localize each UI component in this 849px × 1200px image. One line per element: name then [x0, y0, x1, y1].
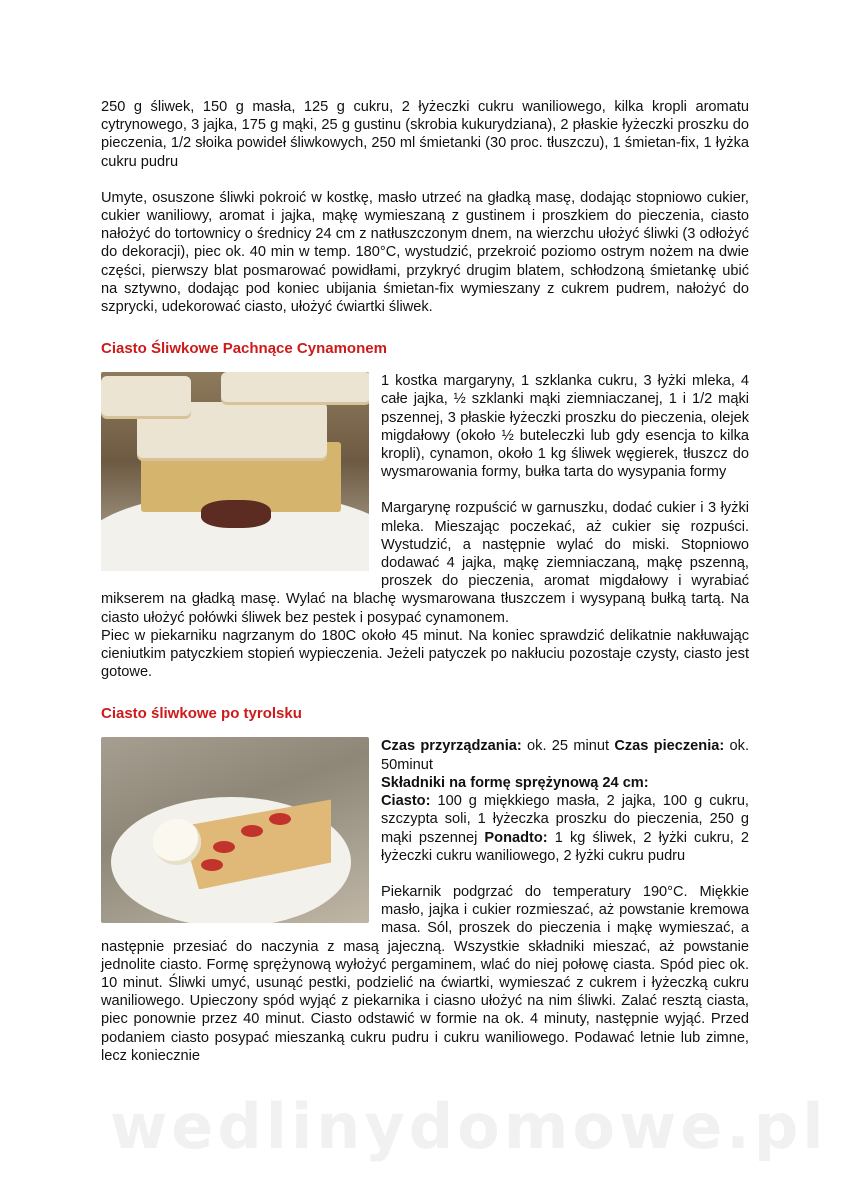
intro-ingredients: 250 g śliwek, 150 g masła, 125 g cukru, 2 łyżeczki cukru waniliowego, kilka kropli aromatu cytrynowego, 3 jajka, 175 g mąki, 25 g gustinu (skrobia kukurydziana), 2 płaskie łyżeczki proszku do pieczenia, 1/2 słoika powideł śliwkowych, 250 ml śmietanki (30 proc. tłuszczu), 1 śmietan-fix, 1 łyżka cukru pudru [101, 99, 749, 170]
intro-method: Umyte, osuszone śliwki pokroić w kostkę, masło utrzeć na gładką masę, dodając stopniowo cukier, cukier waniliowy, aromat i jajka, mąkę wymieszaną z gustinem i proszkiem do pieczenia, ciasto nałożyć do tortownicy o średnicy 24 cm z natłuszczonym dnem, na wierzchu ułożyć śliwki (3 odłożyć do dekoracji), piec ok. 40 min w temp. 180°C, wystudzić, przekroić poziomo ostrym nożem na dwie części, pierwszy blat posmarować powidłami, przykryć drugim blatem, schłodzoną śmietankę ubić na sztywno, dodając pod koniec ubijania śmietan-fix wymieszany z cukrem pudrem, nałożyć do szprycki, udekorować ciasto, ułożyć ćwiartki śliwek. [101, 189, 749, 316]
bake-value: ok. 50minut [381, 738, 750, 773]
watermark: wedlinydomowe.pl [110, 1090, 828, 1163]
recipe1-photo [101, 372, 369, 571]
bake-label: Czas pieczenia: [614, 738, 725, 755]
cake-topping [101, 376, 191, 416]
recipe1-ingredients: 1 kostka margaryny, 1 szklanka cukru, 3 łyżki mleka, 4 całe jajka, ½ szklanki mąki ziemniaczanej, 1 i 1/2 mąki pszennej, 3 płaskie łyżeczki proszku do pieczenia, olejek migdałowy (około ½ buteleczki lub gdy esencja to kilka kropli), cynamon, około 1 kg śliwek węgierek, tłuszcz do wysmarowania formy, bułka tarta do wysypania formy [381, 373, 749, 481]
recipe2-photo [101, 737, 369, 923]
cake-topping [221, 372, 369, 402]
recipe2-method: Piekarnik podgrzać do temperatury 190°C. Miękkie masło, jajka i cukier rozmieszać, aż powstanie kremowa masa. Sól, proszek do pieczenia i mąkę wymieszać, a następnie przesiać do naczynia z masą jajeczną. Wszystkie składniki mieszać, aż powstanie jednolite ciasto. Formę sprężynową wyłożyć pergaminem, wlać do niej połowę ciasta. Spód piec ok. 10 minut. Śliwki umyć, usunąć pestki, podzielić na ćwiartki, wymieszać z cukrem i łyżeczką cukru waniliowego. Upieczony spód wyjąć z piekarnika i ciasno ułożyć na nim śliwki. Zalać resztą ciasta, piec ponownie przez 40 minut. Ciasto odstawić w formie na ok. 4 minuty, następnie wyjąć. Przed podaniem ciasto posypać mieszanką cukru pudru i cukru waniliowego. Podawać letnie lub zimne, lecz koniecznie [101, 883, 749, 1064]
dough-value: 100 g miękkiego masła, 2 jajka, 100 g cukru, szczypta soli, 1 łyżeczka proszku do pieczenia, 250 g mąki pszennej [381, 793, 749, 846]
dough-label: Ciasto: [381, 793, 431, 810]
prep-value: ok. 25 minut [521, 738, 615, 755]
extra-label: Ponadto: [484, 829, 548, 846]
recipe1-title: Ciasto Śliwkowe Pachnące Cynamonem [101, 340, 387, 358]
jam-filling [201, 500, 271, 528]
document-page [101, 98, 749, 1065]
form-label: Składniki na formę sprężynową 24 cm: [381, 774, 649, 791]
recipe1-baking: Piec w piekarniku nagrzanym do 180C około 45 minut. Na koniec sprawdzić delikatnie nakłuwając cieniutkim patyczkiem stopień wypieczenia. Jeżeli patyczek po nakłuciu pozostaje czysty, ciasto jest gotowe. [101, 627, 749, 681]
extra-value: 1 kg śliwek, 2 łyżki cukru, 2 łyżeczki cukru waniliowego, 2 łyżki cukru pudru [381, 829, 749, 864]
recipe2-title: Ciasto śliwkowe po tyrolsku [101, 705, 302, 723]
prep-label: Czas przyrządzania: [381, 738, 522, 755]
recipe1-method: Margarynę rozpuścić w garnuszku, dodać cukier i 3 łyżki mleka. Mieszając poczekać, aż cukier się rozpuści. Wystudzić, a następnie wylać do miski. Stopniowo dodawać 4 jajka, mąkę ziemniaczaną, mąkę pszenną, proszek do pieczenia, aromat migdałowy i wyrabiać mikserem na gładką masę. Wylać na blachę wysmarowana tłuszczem i wysypaną bułką tartą. Na ciasto ułożyć połówki śliwek bez pestek i posypać cynamonem. [101, 500, 749, 626]
